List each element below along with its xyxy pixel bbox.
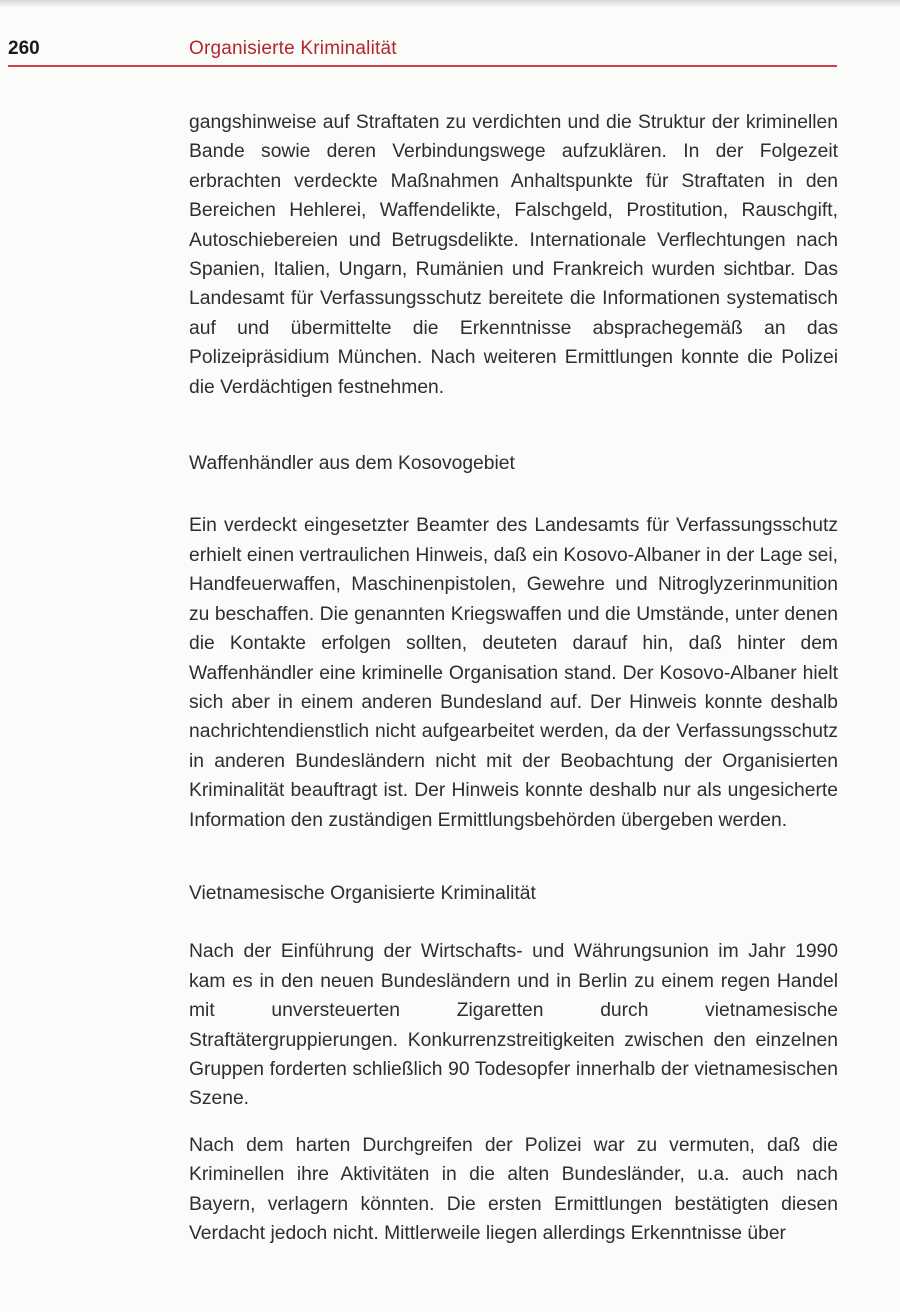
page-header [8,34,837,68]
running-title: Organisierte Kriminalität [189,38,397,59]
page-body [189,108,838,1248]
body-paragraph-1: gangshinweise auf Straftaten zu verdichten und die Struktur der kriminellen Bande sowie deren Verbindungswege aufzuklären. In der Folgezeit erbrachten verdeckte Maßnahmen Anhaltspunkte für Straftaten in den Bereichen Hehlerei, Waffendelikte, Falschgeld, Prostitution, Rauschgift, Autoschiebereien und Betrugsdelikte. Internationale Verflechtungen nach Spanien, Italien, Ungarn, Rumänien und Frankreich wurden sichtbar. Das Landesamt für Verfassungsschutz bereitete die Informationen systematisch auf und übermittelte die Erkenntnisse absprachegemäß an das Polizeipräsidium München. Nach weiteren Ermittlungen konnte die Polizei die Verdächtigen festnehmen. [189,112,838,398]
body-paragraph-4: Nach dem harten Durchgreifen der Polizei war zu vermuten, daß die Kriminellen ihre Aktivitäten in die alten Bundesländer, u.a. auch nach Bayern, verlagern könnten. Die ersten Ermittlungen bestätigten diesen Verdacht jedoch nicht. Mittlerweile liegen allerdings Erkenntnisse über [189,1134,838,1244]
section-heading-waffenhaendler: Waffenhändler aus dem Kosovogebiet [189,453,515,475]
header-rule [8,65,837,67]
scan-edge-shadow [0,0,900,8]
body-paragraph-3: Nach der Einführung der Wirtschafts- und Währungsunion im Jahr 1990 kam es in den neuen Bundesländern und in Berlin zu einem regen Handel mit unversteuerten Zigaretten durch vietnamesische Straftätergruppierungen. Konkurrenzstreitigkeiten zwischen den einzelnen Gruppen forderten schließlich 90 Todesopfer innerhalb der vietnamesischen Szene. [189,941,838,1110]
section-heading-vietnamesische-ok: Vietnamesische Organisierte Kriminalität [189,882,536,904]
page-number: 260 [8,38,40,59]
body-paragraph-2: Ein verdeckt eingesetzter Beamter des Landesamts für Verfassungsschutz erhielt einen vertraulichen Hinweis, daß ein Kosovo-Albaner in der Lage sei, Handfeuerwaffen, Maschinenpistolen, Gewehre und Nitroglyzerinmunition zu beschaffen. Die genannten Kriegswaffen und die Umstände, unter denen die Kontakte erfolgen sollten, deuteten darauf hin, daß hinter dem Waffenhändler eine kriminelle Organisation stand. Der Kosovo-Albaner hielt sich aber in einem anderen Bundesland auf. Der Hinweis konnte deshalb nachrichtendienstlich nicht aufgearbeitet werden, da der Verfassungsschutz in anderen Bundesländern nicht mit der Beobachtung der Organisierten Kriminalität beauftragt ist. Der Hinweis konnte deshalb nur als ungesicherte Information den zuständigen Ermittlungsbehörden übergeben werden. [189,515,838,831]
